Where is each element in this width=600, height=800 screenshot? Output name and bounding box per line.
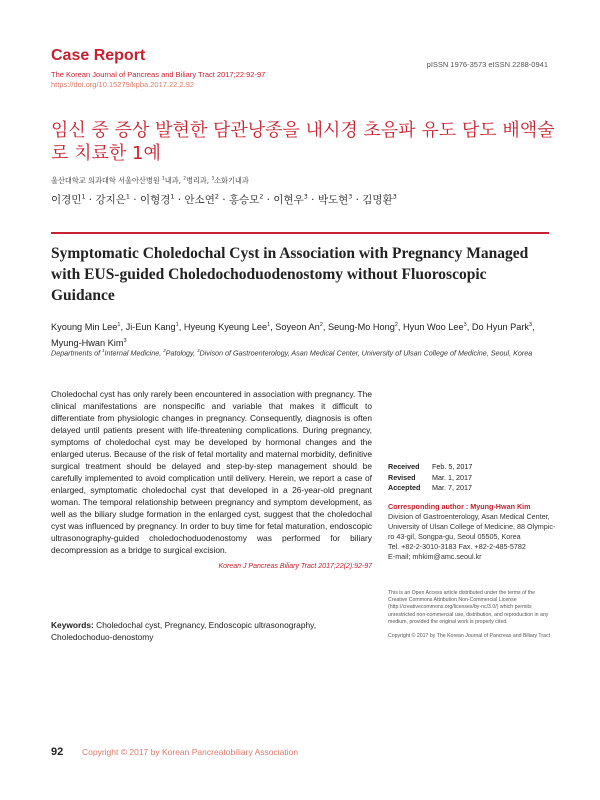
department-affiliations [51,348,556,357]
kr-sep: · [85,194,96,206]
english-author-list: Kyoung Min Lee$^1$, Ji-Eun Kang$^1$, Hyeung Kyeung Lee$^1$, Soyeon An$^2$, Seung-Mo Hong$^2$, Hyun Woo Lee$^3$, Do Hyun Park$^3$, Myung-Hwan Kim$^3$ [51,322,535,349]
kr-author: 박도현 [317,194,349,206]
kr-author: 이현우 [273,194,304,206]
keywords-label: Keywords: [51,620,94,630]
journal-citation-line: The Korean Journal of Pancreas and Biliary Tract 2017;22:92-97 [51,70,266,79]
page-number: 92 [51,746,64,758]
en-author: Kyoung Min Lee [51,322,118,333]
dept-2: Patology, [165,348,198,358]
kr-author: 안소연 [184,194,215,206]
kr-sep: · [129,194,140,206]
citation: Korean J Pancreas Biliary Tract 2017;22(2):92-97 [218,563,372,570]
en-author: Myung-Hwan Kim [51,338,124,349]
en-author: Hyeung Kyeung Lee [183,322,268,333]
kr-aff-sup-1: 1 [162,176,165,182]
title-divider [51,232,549,234]
date-label: Revised [388,472,416,482]
en-author-sup: 1 [175,322,179,328]
kr-author: 홍승모 [228,194,260,206]
korean-affiliation [51,176,249,186]
corr-line: Tel. +82-2-3010-3183 Fax. +82-2-485-5782 [388,542,526,551]
date-row-revised [388,473,472,484]
date-value: Mar. 7, 2017 [432,483,472,492]
kr-sep: · [218,194,229,206]
dept-3: Divison of Gastroenterology, Asan Medical Center, University of Ulsan College of Medicine, Seoul, Korea [199,348,533,358]
kr-author-sup: 1 [170,193,175,201]
kr-author: 이경민 [51,194,82,206]
en-author: Ji-Eun Kang [125,322,176,333]
date-row-accepted [388,483,472,494]
date-value: Mar. 1, 2017 [432,472,472,482]
dept-sup-2: 2 [163,348,166,353]
english-title: Symptomatic Choledochal Cyst in Association with Pregnancy Managed with EUS-guided Choledochoduodenostomy without Fluoroscopic Guidance [51,245,529,304]
keywords-text: Choledochal cyst, Pregnancy, Endoscopic ultrasonography, Choledochoduo-denostomy [51,620,317,642]
en-author-sup: 3 [463,322,467,328]
doi-link[interactable]: https://doi.org/10.15279/kpba.2017.22.2.92 [51,80,195,89]
en-author-sup: 2 [394,322,398,328]
corresponding-author [388,502,558,562]
en-author-sup: 2 [319,322,323,328]
kr-author: 김명환 [362,194,393,206]
kr-sep: · [307,194,318,206]
keywords [51,619,372,643]
footer-copyright: Copyright © 2017 by Korean Pancreatobiliary Association [82,747,299,757]
kr-sep: · [352,194,363,206]
kr-author-sup: 2 [259,193,264,201]
abstract: Choledochal cyst has only rarely been encountered in association with pregnancy. The clinical manifestations are nonspecific and variable that makes it difficult to differentiate from physiologic changes in pregnancy. Consequently, diagnosis is often delayed until patients present with life-threatening complications. During pregnancy, symptoms of choledochal cyst may be developed by hormonal changes and the enlarged uterus. Because of the risk of fetal mortality and maternal morbidity, definitive surgical treatment should be delayed and step-by-step management should be carefully implemented to avoid complication until delivery. Herein, we report a case of enlarged, symptomatic choledochal cyst that developed in a 26-year-old pregnant woman. The temporal relationship between pregnancy and symptom development, as well as the biliary sludge formation in the enlarged cyst, suggest that the choledochal cyst was influenced by pregnancy. In order to buy time for fetal maturation, endoscopic ultrasonography-guided choledochoduodenostomy was performed for biliary decompression as a bridge to surgical excision. [51,389,372,555]
dept-sup-3: 3 [197,348,200,353]
en-author: Do Hyun Park [471,322,530,333]
kr-aff-sup-3: 3 [211,176,215,182]
korean-title: 임신 중 증상 발현한 담관낭종을 내시경 초음파 유도 담도 배액술로 치료한 1예 [51,120,555,164]
kr-aff-dept-3: 소화기내과 [214,176,249,185]
corr-line: ro 43-gil, Songpa-gu, Seoul 05505, Korea [388,532,521,541]
date-label: Received [388,462,420,471]
corr-line: University of Ulsan College of Medicine, 88 Olympic- [388,522,556,531]
corresponding-head: Corresponding author : Myung-Hwan Kim [388,502,531,511]
en-author-sup: 1 [117,322,121,328]
en-author-sup: 3 [123,338,127,345]
en-author-sup: 3 [529,322,533,328]
kr-aff-dept-1: 내과, [164,176,184,185]
open-access-notice: This is an Open Access article distributed under the terms of the Creative Commons Attribution Non-Commercial License (http://creativecommons.org/licenses/by-nc/3.0/) which permits unrestricted non-commercial use, distribution, and reproduction in any medium, provided the original work is properly cited. [388,590,549,625]
kr-aff-sup-2: 2 [183,176,186,182]
issn: pISSN 1976-3573 eISSN 2288-0941 [426,60,548,69]
kr-author-sup: 3 [392,193,397,201]
kr-author: 이형경 [139,194,171,206]
kr-author-sup: 3 [348,193,353,201]
kr-author: 강지은 [95,194,126,206]
en-author: Seung-Mo Hong [327,322,395,333]
en-author: Hyun Woo Lee [403,322,464,333]
article-dates [388,462,472,494]
kr-sep: · [174,194,185,206]
en-author: Soyeon An [275,322,320,333]
date-label: Accepted [388,483,421,492]
dept-sup-1: 1 [102,348,105,353]
kr-aff-institution: 울산대학교 의과대학 서울아산병원 [51,176,163,185]
korean-author-list [51,192,397,207]
dept-prefix: Departments of [51,348,103,358]
corr-email[interactable]: E-mail; mhkim@amc.seoul.kr [388,552,482,561]
en-author-sup: 1 [267,322,271,328]
kr-aff-dept-2: 병리과, [185,176,212,185]
kr-author-sup: 3 [303,193,308,201]
kr-author-sup: 1 [81,193,86,201]
journal-copyright: Copyright © 2017 by The Korean Journal of Pancreas and Biliary Tract [388,633,551,639]
kr-sep: · [263,194,274,206]
kr-author-sup: 2 [214,193,219,201]
corr-line: Division of Gastroenterology, Asan Medical Center, [388,512,550,521]
date-value: Feb. 5, 2017 [432,462,473,471]
article-type-label: Case Report [51,47,146,64]
dept-1: Internal Medicine, [104,348,164,358]
date-row-received [388,462,472,473]
kr-author-sup: 1 [125,193,130,201]
